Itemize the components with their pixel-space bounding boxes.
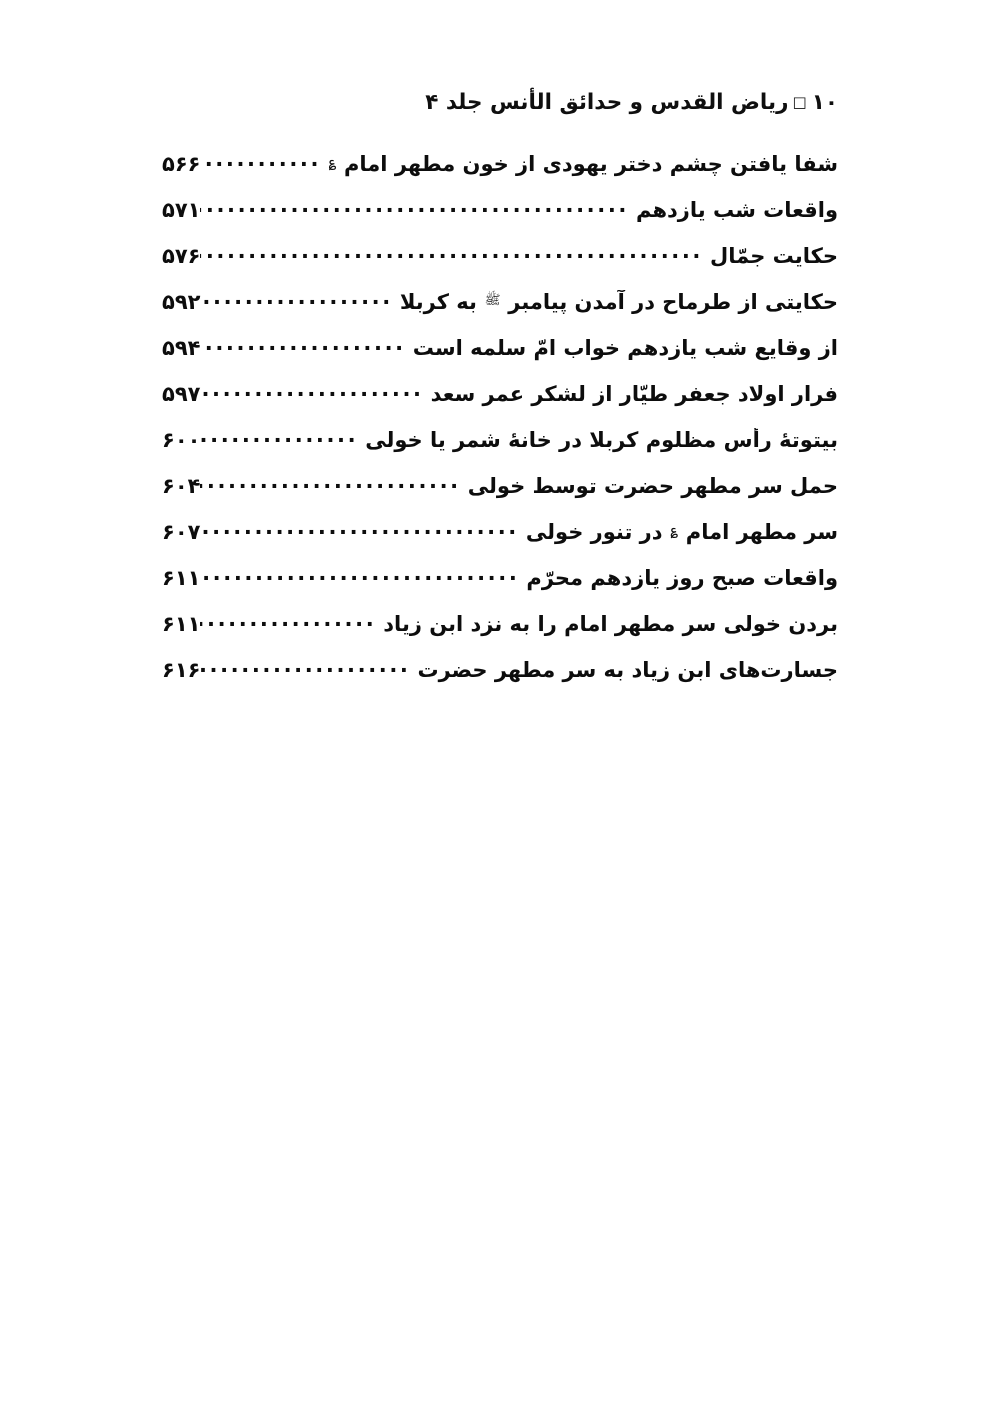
toc-entry-page-number: ۵۶۶ <box>162 152 201 176</box>
toc-entry-title-text: بردن خولی سر مطهر امام را به نزد ابن زیاد <box>383 612 838 636</box>
toc-dot-leader <box>200 155 321 171</box>
toc-entry[interactable] <box>162 198 838 244</box>
honorific-glyph-icon: ؏ <box>328 154 337 170</box>
toc-dot-leader <box>200 569 519 585</box>
toc-entry-title-text: حکایت جمّال <box>710 244 838 268</box>
toc-entry-page-number: ۶۱۱ <box>162 566 201 590</box>
toc-dot-leader <box>200 615 376 631</box>
toc-entry[interactable] <box>162 474 838 520</box>
toc-dot-leader <box>200 523 518 539</box>
header-folio-number: ۱۰ <box>811 90 838 115</box>
toc-entry-title-text: حکایتی از طرماح در آمدن پیامبر <box>508 290 838 314</box>
toc-entry-title-text-tail: به کربلا <box>399 290 485 314</box>
honorific-glyph-icon: ؏ <box>670 522 678 538</box>
toc-entry-page-number: ۶۰۰ <box>162 428 201 452</box>
toc-entry-title <box>358 428 838 452</box>
toc-dot-leader <box>200 293 392 309</box>
table-of-contents <box>162 152 838 704</box>
toc-entry-title-text: از وقایع شب یازدهم خواب امّ سلمه است <box>412 336 838 360</box>
toc-entry[interactable] <box>162 612 838 658</box>
toc-entry-title-text: واقعات شب یازدهم <box>635 198 838 222</box>
toc-entry-page-number: ۵۹۷ <box>162 382 201 406</box>
toc-entry-page-number: ۶۱۶ <box>162 658 201 682</box>
toc-entry-page-number: ۵۷۶ <box>162 244 201 268</box>
toc-entry-title <box>629 198 838 222</box>
toc-dot-leader <box>200 385 423 401</box>
toc-entry-title <box>519 520 838 544</box>
toc-entry-title <box>393 290 838 314</box>
toc-entry-page-number: ۵۹۴ <box>162 336 201 360</box>
toc-entry-title <box>461 474 838 498</box>
toc-entry[interactable] <box>162 566 838 612</box>
toc-entry[interactable] <box>162 428 838 474</box>
toc-entry[interactable] <box>162 520 838 566</box>
toc-dot-leader <box>200 477 460 493</box>
toc-entry[interactable] <box>162 290 838 336</box>
toc-dot-leader <box>200 201 629 217</box>
toc-entry-title <box>703 244 838 268</box>
toc-entry-page-number: ۶۰۴ <box>162 474 201 498</box>
toc-entry-title <box>406 336 838 360</box>
honorific-glyph-icon: ﷺ <box>484 292 501 308</box>
toc-entry[interactable] <box>162 382 838 428</box>
toc-entry-page-number: ۶۱۱ <box>162 612 201 636</box>
toc-entry[interactable] <box>162 336 838 382</box>
toc-entry[interactable] <box>162 152 838 198</box>
header-book-title: ریاض القدس و حدائق الأنس جلد ۴ <box>425 90 789 115</box>
toc-entry-title-text-tail: در تنور خولی <box>525 520 670 544</box>
toc-entry-page-number: ۶۰۷ <box>162 520 201 544</box>
toc-entry-title-text: سر مطهر امام <box>685 520 838 544</box>
toc-entry-title <box>321 152 838 176</box>
toc-entry-title-text: جسارت‌های ابن زیاد به سر مطهر حضرت <box>417 658 838 682</box>
toc-dot-leader <box>200 661 410 677</box>
header-square-ornament-icon: □ <box>792 93 807 111</box>
toc-dot-leader <box>200 247 703 263</box>
toc-entry[interactable] <box>162 658 838 704</box>
toc-entry-title-text: شفا یافتن چشم دختر یهودی از خون مطهر امام <box>344 152 838 176</box>
toc-entry-page-number: ۵۷۱ <box>162 198 201 222</box>
toc-entry-title <box>519 566 838 590</box>
toc-entry-title-text: بیتوتهٔ رأس مظلوم کربلا در خانهٔ شمر یا خولی <box>365 428 838 452</box>
toc-entry-title-text: فرار اولاد جعفر طیّار از لشکر عمر سعد <box>430 382 838 406</box>
toc-entry-title-text: واقعات صبح روز یازدهم محرّم <box>526 566 838 590</box>
toc-dot-leader <box>200 431 358 447</box>
toc-dot-leader <box>200 339 405 355</box>
toc-entry-title-text: حمل سر مطهر حضرت توسط خولی <box>467 474 838 498</box>
toc-entry-title <box>424 382 838 406</box>
toc-entry[interactable] <box>162 244 838 290</box>
running-header <box>162 90 838 116</box>
toc-entry-page-number: ۵۹۲ <box>162 290 201 314</box>
toc-entry-title <box>411 658 838 682</box>
toc-entry-title <box>376 612 838 636</box>
